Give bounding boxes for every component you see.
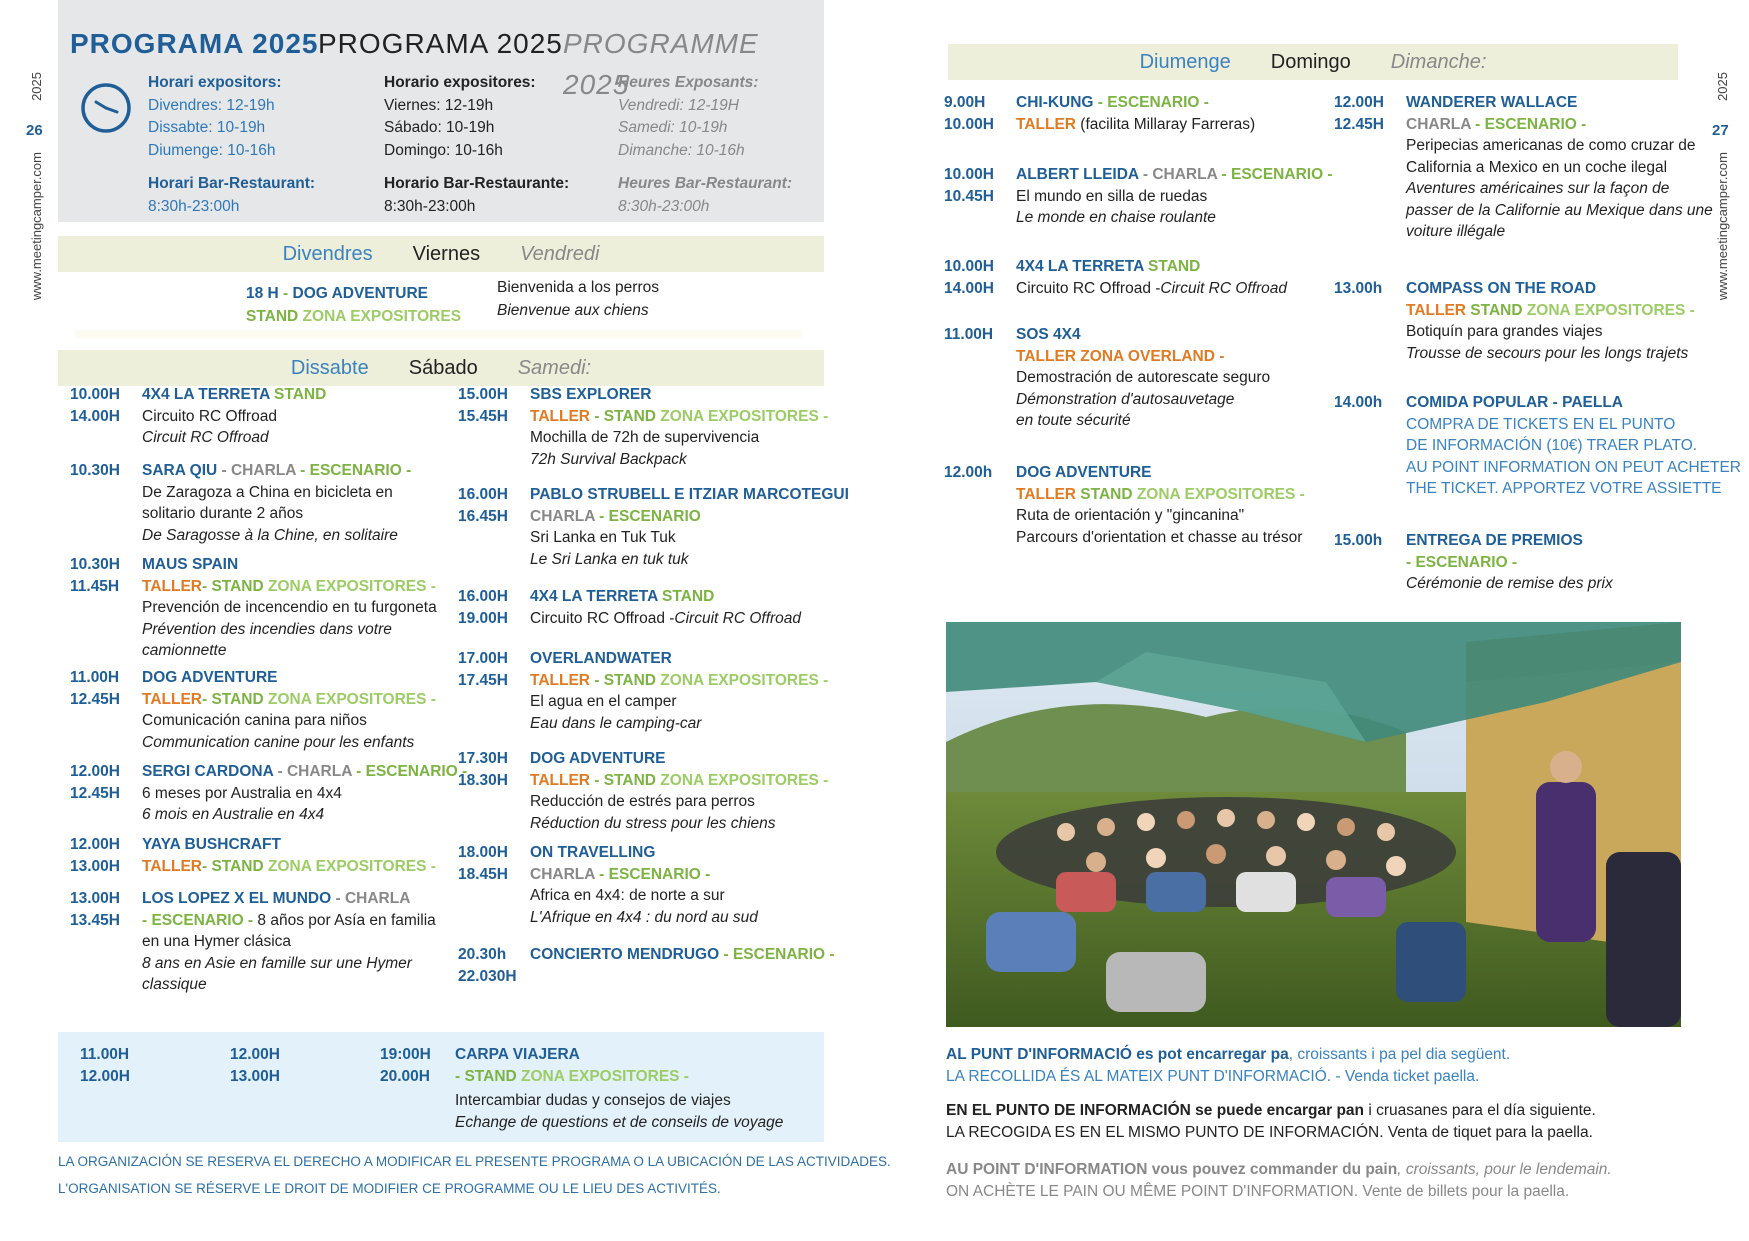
friday-desc: Bienvenida a los perros Bienvenue aux chiens (497, 279, 659, 319)
info-es: EN EL PUNTO DE INFORMACIÓN se puede encargar pan i cruasanes para el día siguiente. LA RECOGIDA ES EN EL MISMO PUNTO DE INFORMACIÓN. Venta de tiquet para la paella. (946, 1102, 1596, 1141)
hours-es: Horario expositores: Viernes: 12-19h Sábado: 10-19h Domingo: 10-16h Horario Bar-Restaurante: 8:30h-23:00h (384, 74, 570, 215)
left-url: www.meetingcamper.com (29, 152, 44, 301)
title-ca: PROGRAMA 2025 (70, 28, 319, 59)
sunday-bar: Diumenge Domingo Dimanche: (948, 44, 1678, 80)
friday-event: 18 H - DOG ADVENTURE STAND ZONA EXPOSITORES (246, 285, 462, 325)
friday-divider (74, 330, 802, 338)
left-year: 2025 (29, 72, 44, 101)
left-page-number: 26 (26, 122, 43, 139)
clock-icon (80, 82, 132, 134)
carpa-box: 11.00H 12.00H 12.00H 13.00H 19:00H 20.00H CARPA VIAJERA - STAND ZONA EXPOSITORES - Intercambiar dudas y consejos de viajes Echange de questions et de conseils de voyage (58, 1032, 824, 1142)
friday-bar: Divendres Viernes Vendredi (58, 236, 824, 272)
info-fr: AU POINT D'INFORMATION vous pouvez commander du pain, croissants, pour le lendemain. ON ACHÈTE LE PAIN OU MÊME POINT D'INFORMATION. Vente de billets pour la paella. (946, 1161, 1612, 1200)
title-es: PROGRAMA 2025 (318, 28, 563, 59)
disclaimer-fr: L'ORGANISATION SE RÉSERVE LE DROIT DE MODIFIER CE PROGRAMME OU LE LIEU DES ACTIVITÉS. (58, 1181, 721, 1196)
right-url: www.meetingcamper.com (1715, 152, 1730, 301)
hours-fr: Heures Exposants: Vendredi: 12-19H Samedi: 10-19h Dimanche: 10-16h Heures Bar-Restaurant: 8:30h-23:00h (618, 74, 792, 215)
saturday-bar: Dissabte Sábado Samedi: (58, 350, 824, 386)
info-ca: AL PUNT D'INFORMACIÓ es pot encarregar pa, croissants i pa pel dia següent. LA RECOLLIDA ÉS AL MATEIX PUNT D'INFORMACIÓ. - Venda ticket paella. (946, 1046, 1511, 1085)
disclaimer-es: LA ORGANIZACIÓN SE RESERVA EL DERECHO A MODIFICAR EL PRESENTE PROGRAMA O LA UBICACIÓN DE LAS ACTIVIDADES. (58, 1154, 891, 1169)
right-year: 2025 (1715, 72, 1730, 101)
program-header (58, 0, 824, 222)
title-fr: PROGRAMME 2025 (563, 28, 759, 100)
crowd-photo (946, 622, 1681, 1027)
hours-ca: Horari expositors: Divendres: 12-19h Dissabte: 10-19h Diumenge: 10-16h Horari Bar-Restaurant: 8:30h-23:00h (148, 74, 316, 215)
right-page-number: 27 (1712, 122, 1729, 139)
